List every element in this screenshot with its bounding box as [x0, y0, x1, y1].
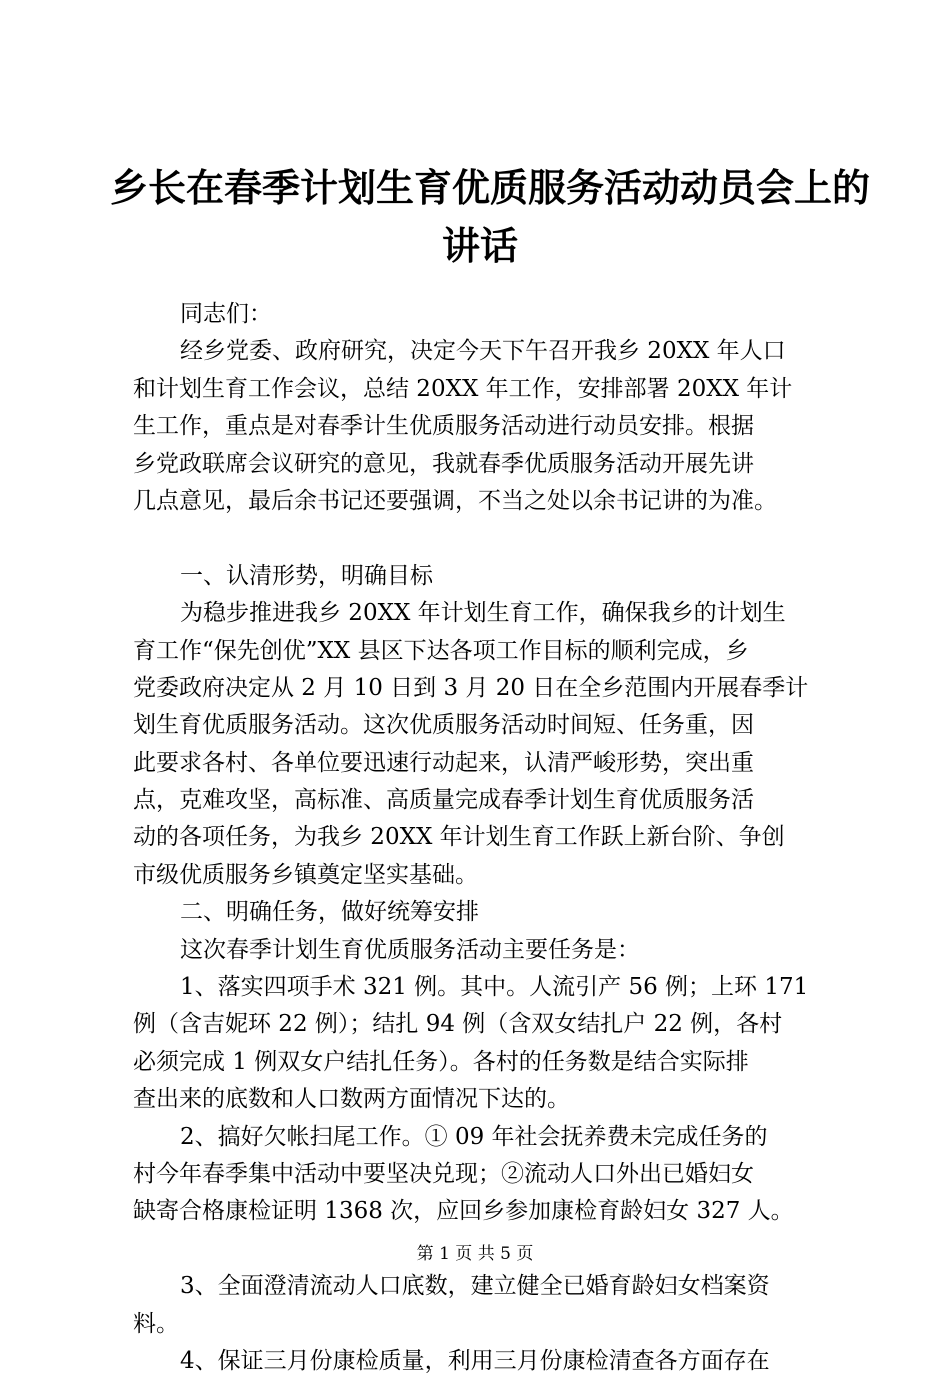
text-line: 乡党政联席会议研究的意见，我就春季优质服务活动开展先讲	[133, 450, 754, 477]
text-line: 3、全面澄清流动人口底数，建立健全已婚育龄妇女档案资	[180, 1273, 770, 1300]
text-line: 例（含吉妮环 22 例）；结扎 94 例（含双女结扎户 22 例，各村	[133, 1011, 783, 1038]
text-line: 党委政府决定从 2 月 10 日到 3 月 20 日在全乡范围内开展春季计	[133, 674, 809, 701]
text-line: 和计划生育工作会议，总结 20XX 年工作，安排部署 20XX 年计	[133, 375, 793, 402]
text-line: 缺寄合格康检证明 1368 次，应回乡参加康检育龄妇女 327 人。	[133, 1198, 794, 1225]
paragraph-spacer	[133, 520, 833, 557]
text-line: 划生育优质服务活动。这次优质服务活动时间短、任务重，因	[133, 712, 754, 739]
text-line: 经乡党委、政府研究，决定今天下午召开我乡 20XX 年人口	[180, 338, 786, 365]
text-line: 一、认清形势，明确目标	[180, 562, 433, 589]
document-title-line-1: 乡长在春季计划生育优质服务活动动员会上的	[110, 165, 871, 210]
text-line: 生工作，重点是对春季计生优质服务活动进行动员安排。根据	[133, 413, 754, 440]
text-line: 4、保证三月份康检质量，利用三月份康检清查各方面存在	[180, 1347, 770, 1374]
document-title-line-2: 讲话	[441, 223, 518, 268]
text-line: 2、搞好欠帐扫尾工作。① 09 年社会抚养费未完成任务的	[180, 1123, 768, 1150]
text-line: 查出来的底数和人口数两方面情况下达的。	[133, 1086, 570, 1113]
text-line: 此要求各村、各单位要迅速行动起来，认清严峻形势，突出重	[133, 749, 754, 776]
text-line: 为稳步推进我乡 20XX 年计划生育工作，确保我乡的计划生	[180, 600, 786, 627]
text-line: 同志们：	[180, 301, 272, 327]
text-line: 必须完成 1 例双女户结扎任务）。各村的任务数是结合实际排	[133, 1048, 749, 1075]
text-line: 1、落实四项手术 321 例。其中。人流引产 56 例；上环 171	[180, 974, 809, 1001]
text-line: 这次春季计划生育优质服务活动主要任务是：	[180, 936, 640, 963]
text-line: 点，克难攻坚，高标准、高质量完成春季计划生育优质服务活	[133, 787, 754, 814]
text-line: 村今年春季集中活动中要坚决兑现；②流动人口外出已婚妇女	[133, 1160, 754, 1187]
page-footer: 第 1 页 共 5 页	[416, 1244, 534, 1264]
text-line: 市级优质服务乡镇奠定坚实基础。	[133, 861, 478, 888]
text-line: 动的各项任务，为我乡 20XX 年计划生育工作跃上新台阶、争创	[133, 824, 785, 851]
text-line: 几点意见，最后余书记还要强调，不当之处以余书记讲的为准。	[133, 487, 777, 514]
text-line: 二、明确任务，做好统筹安排	[180, 899, 479, 926]
text-line: 育工作“保先创优”XX 县区下达各项工作目标的顺利完成，乡	[133, 637, 749, 664]
document-body	[133, 296, 833, 1380]
text-line: 料。	[133, 1310, 179, 1337]
